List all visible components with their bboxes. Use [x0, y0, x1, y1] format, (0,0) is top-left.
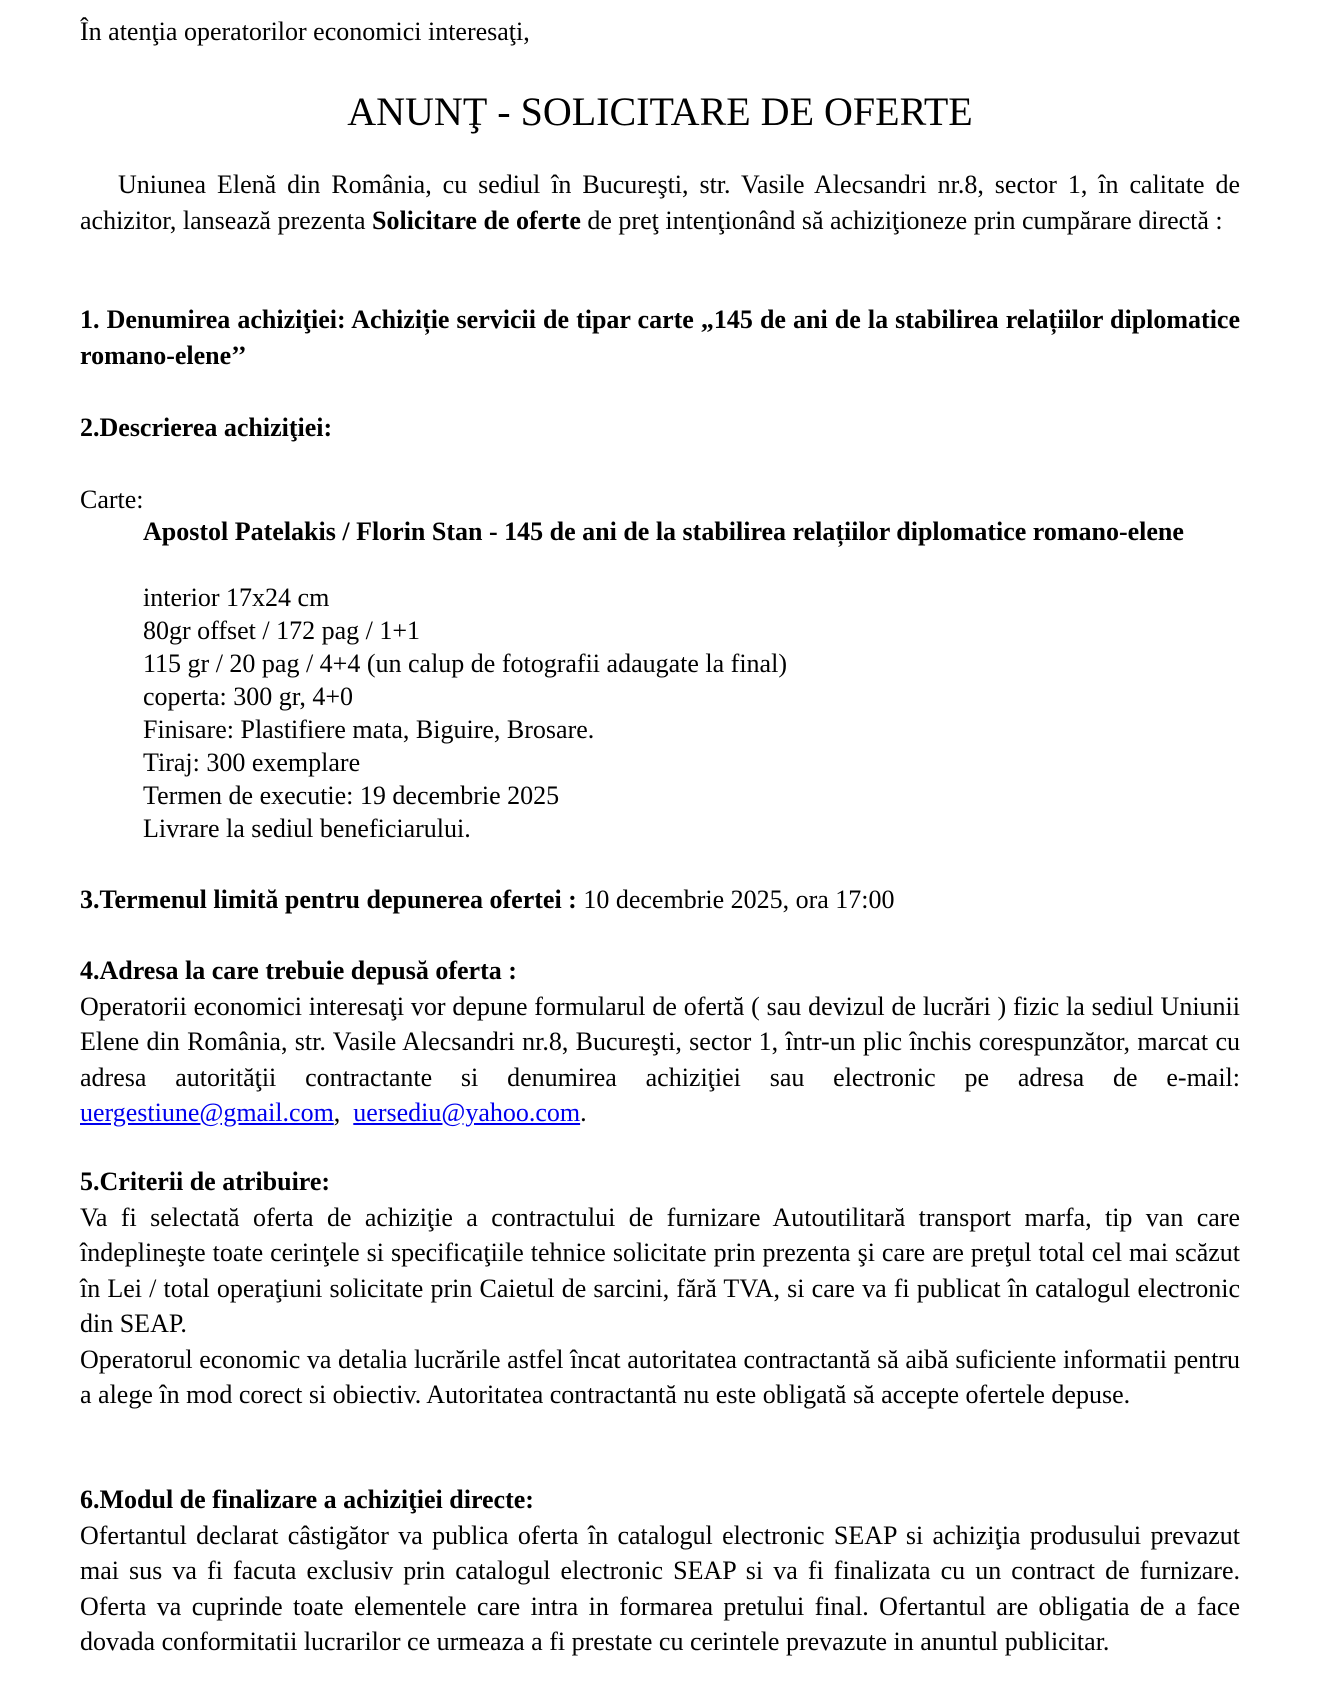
section-6-heading: 6.Modul de finalizare a achiziţiei directe: [80, 1485, 534, 1514]
email-link-sediu[interactable]: uersediu@yahoo.com [353, 1098, 581, 1127]
book-title: Apostol Patelakis / Florin Stan - 145 de ani de la stabilirea relațiilor diplomatice romano-elene [143, 517, 1184, 546]
spec-item: interior 17x24 cm [143, 583, 330, 612]
section-5-heading: 5.Criterii de atribuire: [80, 1167, 331, 1196]
section-5-criteria [80, 1164, 1240, 1413]
section-3-deadline [80, 882, 1240, 918]
intro-text-1: Uniunea Elenă din România, cu sediul în Bucureşti, str. Vasile Alecsandri nr.8, sector 1, în calitate de achizitor, lansează prezenta [80, 170, 1240, 235]
greeting-line: În atenţia operatorilor economici interesaţi, [80, 17, 530, 46]
intro-paragraph [80, 167, 1240, 238]
section-5-paragraph-1: Va fi selectată oferta de achiziţie a contractului de furnizare Autoutilitară transport marfa, tip van care îndeplineşte toate cerinţele si specificaţiile tehnice solicitate prin prezenta şi care are preţul total cel mai scăzut în Lei / total operaţiuni solicitate prin Caietul de sarcini, fără TVA, si care va fi publicat în catalogul electronic din SEAP. [80, 1202, 1240, 1338]
spec-item: 80gr offset / 172 pag / 1+1 [143, 616, 421, 645]
spec-item: coperta: 300 gr, 4+0 [143, 682, 354, 711]
section-3-heading: 3.Termenul limită pentru depunerea ofertei : [80, 885, 577, 914]
carte-label: Carte: [80, 485, 144, 514]
section-2-heading: 2.Descrierea achiziţiei: [80, 413, 333, 442]
section-4-text: Operatorii economici interesaţi vor depune formularul de ofertă ( sau devizul de lucrări ) fizic la sediul Uniunii Elene din România, str. Vasile Alecsandri nr.8, Bucureşti, sector 1, într-un plic închis corespunzător, marcat cu adresa autorităţii contractante si denumirea achiziţiei sau electronic pe adresa de e-mail: [80, 991, 1240, 1092]
document-title: ANUNŢ - SOLICITARE DE OFERTE [347, 89, 973, 134]
specification-list [143, 581, 787, 845]
email-link-gestiune[interactable]: uergestiune@gmail.com [80, 1098, 334, 1127]
section-4-address [80, 953, 1240, 1131]
spec-item: Livrare la sediul beneficiarului. [143, 814, 471, 843]
section-1-acquisition-name: 1. Denumirea achiziţiei: Achiziție servicii de tipar carte „145 de ani de la stabilirea relațiilor diplomatice romano-elene’’ [80, 305, 1240, 370]
spec-item: Tiraj: 300 exemplare [143, 748, 361, 777]
section-4-heading: 4.Adresa la care trebuie depusă oferta : [80, 956, 517, 985]
section-4-end: . [580, 1098, 587, 1127]
spec-item: Finisare: Plastifiere mata, Biguire, Brosare. [143, 715, 595, 744]
section-6-finalization [80, 1482, 1240, 1660]
section-5-paragraph-2: Operatorul economic va detalia lucrările astfel încat autoritatea contractantă să aibă suficiente informatii pentru a alege în mod corect si obiectiv. Autoritatea contractantă nu este obligată să accepte ofertele depuse. [80, 1344, 1240, 1409]
email-separator: , [333, 1098, 354, 1127]
intro-text-2: de preţ intenţionând să achiziţioneze prin cumpărare directă : [580, 205, 1223, 235]
section-4-body [80, 989, 1240, 1131]
deadline-value: 10 decembrie 2025, ora 17:00 [576, 885, 895, 914]
section-6-paragraph: Ofertantul declarat câstigător va publica oferta în catalogul electronic SEAP si achiziţia produsului prevazut mai sus va fi facuta exclusiv prin catalogul electronic SEAP si va fi finalizata cu un contract de furnizare. Oferta va cuprinde toate elementele care intra in formarea pretului final. Ofertantul are obligatia de a face dovada conformitatii lucrarilor ce urmeaza a fi prestate cu cerintele prevazute in anuntul publicitar. [80, 1520, 1240, 1656]
spec-item: Termen de executie: 19 decembrie 2025 [143, 781, 560, 810]
spec-item: 115 gr / 20 pag / 4+4 (un calup de fotografii adaugate la final) [143, 649, 787, 678]
intro-bold-text: Solicitare de oferte [372, 205, 581, 235]
